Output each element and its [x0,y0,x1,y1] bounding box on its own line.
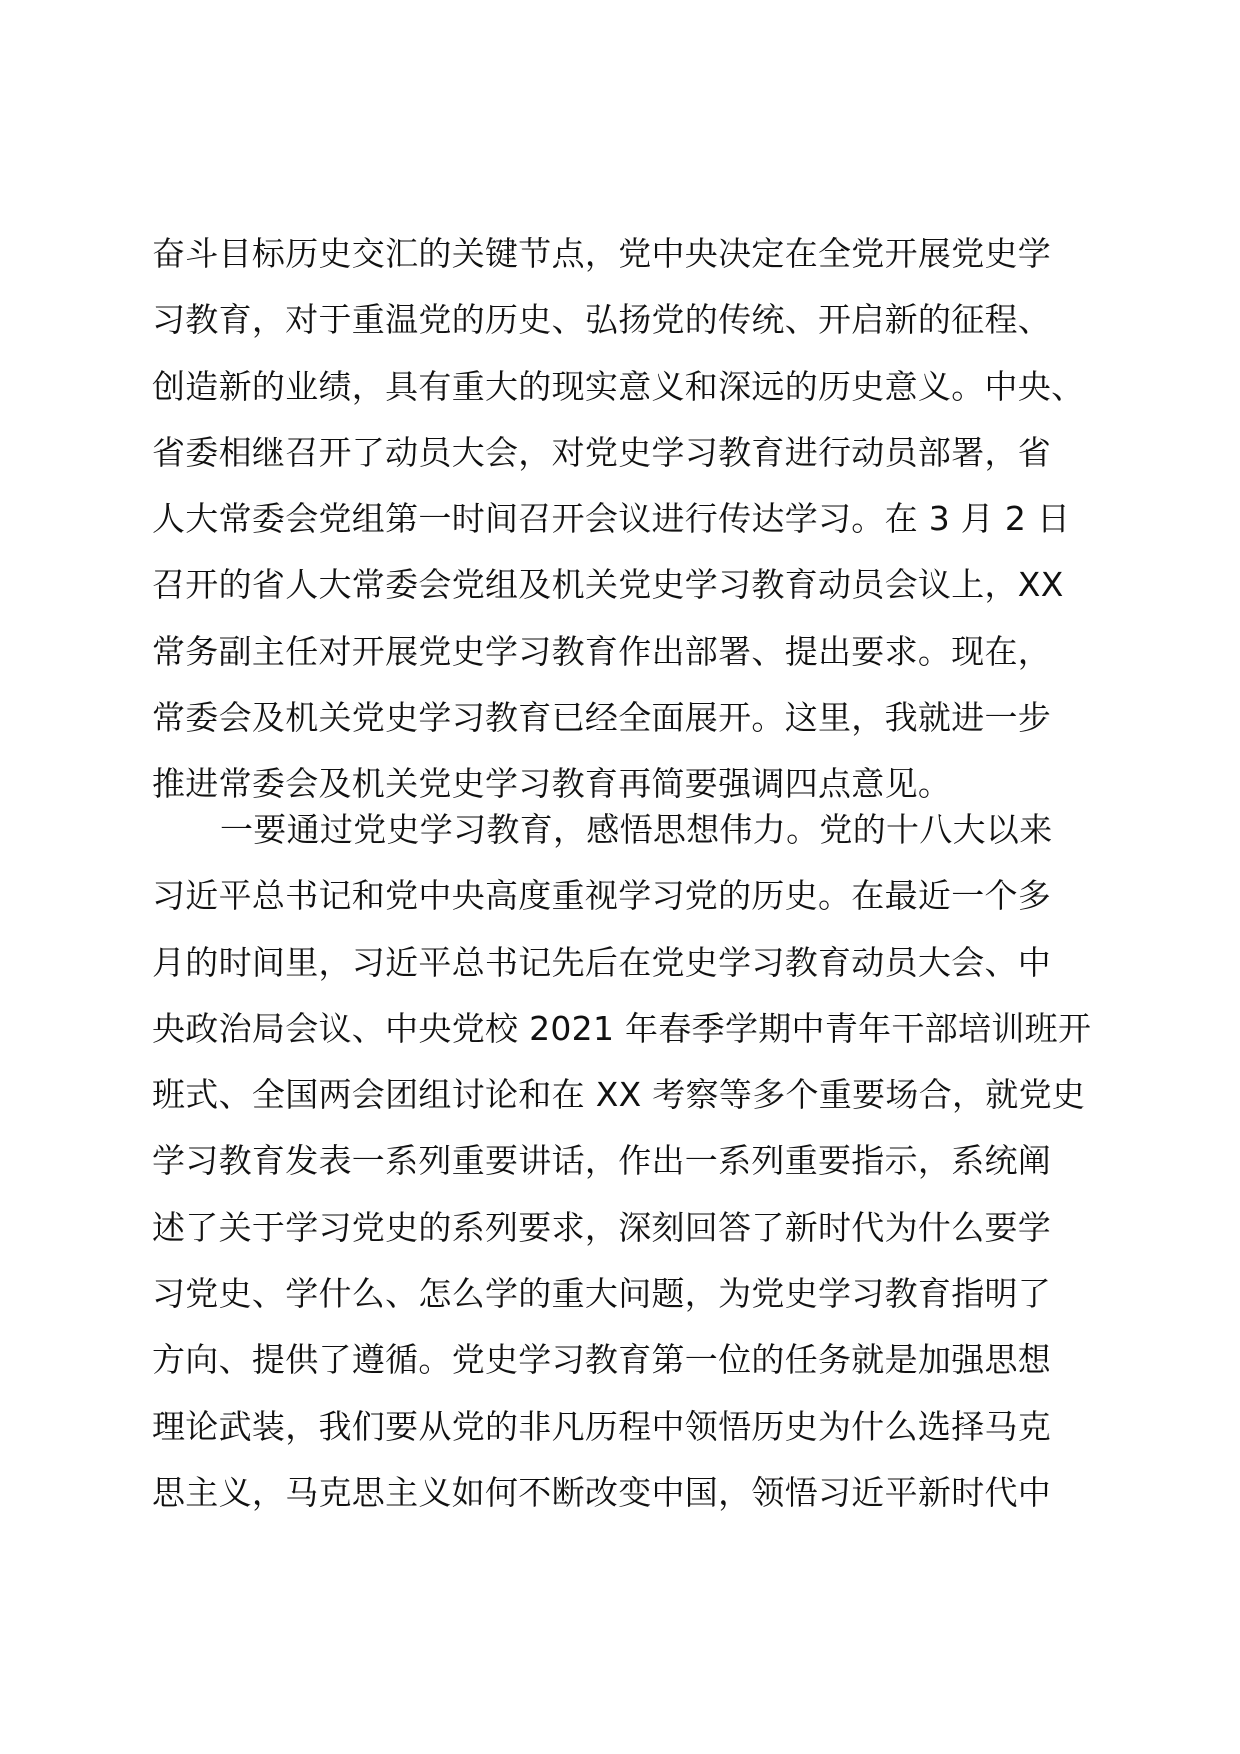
text-line: 常委会及机关党史学习教育已经全面展开。这里，我就进一步 [152,698,1052,738]
text-line: 推进常委会及机关党史学习教育再简要强调四点意见。 [152,764,952,804]
text-line: 习教育，对于重温党的历史、弘扬党的传统、开启新的征程、 [152,300,1052,340]
text-line: 省委相继召开了动员大会，对党史学习教育进行动员部署，省 [152,432,1052,472]
text-line: 人大常委会党组第一时间召开会议进行传达学习。在 3 月 2 日 [152,499,1071,539]
text-line: 方向、提供了遵循。党史学习教育第一位的任务就是加强思想 [152,1340,1052,1380]
text-line: 习党史、学什么、怎么学的重大问题，为党史学习教育指明了 [152,1274,1052,1314]
text-line: 班式、全国两会团组讨论和在 XX 考察等多个重要场合，就党史 [152,1075,1086,1115]
text-line: 月的时间里，习近平总书记先后在党史学习教育动员大会、中 [152,942,1052,982]
text-line: 创造新的业绩，具有重大的现实意义和深远的历史意义。中央、 [152,366,1085,406]
text-line: 思主义，马克思主义如何不断改变中国，领悟习近平新时代中 [152,1472,1052,1512]
text-line: 习近平总书记和党中央高度重视学习党的历史。在最近一个多 [152,876,1052,916]
text-line: 召开的省人大常委会党组及机关党史学习教育动员会议上，XX [152,565,1064,605]
text-line: 奋斗目标历史交汇的关键节点，党中央决定在全党开展党史学 [152,234,1052,273]
text-line: 理论武装，我们要从党的非凡历程中领悟历史为什么选择马克 [152,1406,1052,1446]
text-line: 央政治局会议、中央党校 2021 年春季学期中青年干部培训班开 [152,1008,1092,1048]
text-line: 述了关于学习党史的系列要求，深刻回答了新时代为什么要学 [152,1207,1052,1247]
text-line: 常务副主任对开展党史学习教育作出部署、提出要求。现在， [152,631,1052,671]
text-line: 学习教育发表一系列重要讲话，作出一系列重要指示，系统阐 [152,1141,1052,1181]
paragraph-1 [152,221,1092,818]
paragraph-2 [152,797,1092,1526]
text-line-first: 一要通过党史学习教育，感悟思想伟力。党的十八大以来 [220,810,1053,849]
